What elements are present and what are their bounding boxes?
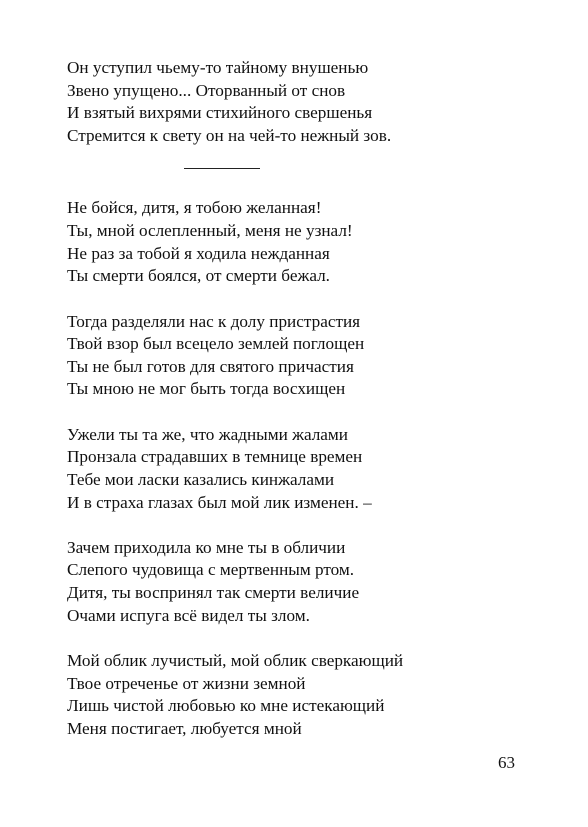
page-number: 63	[498, 753, 515, 772]
poem-line: Слепого чудовища с мертвенным ртом.	[67, 560, 355, 580]
stanza-4	[67, 424, 547, 514]
poem-line: Он уступил чьему-то тайному внушенью	[67, 58, 369, 77]
stanza-5	[67, 537, 547, 627]
stanza-3	[67, 311, 547, 401]
poem-line: Меня постигает, любуется мной	[67, 718, 302, 738]
poem-line: Не бойся, дитя, я тобою желанная!	[67, 198, 322, 218]
spacer	[67, 169, 547, 197]
poem-line: Лишь чистой любовью ко мне истекающий	[67, 696, 385, 716]
poem-line: Стремится к свету он на чей-то нежный зов.	[67, 125, 392, 145]
poem-text	[67, 57, 547, 740]
poem-line: Очами испуга всё видел ты злом.	[67, 605, 310, 625]
poem-line: Не раз за тобой я ходила нежданная	[67, 243, 330, 263]
spacer	[67, 514, 547, 537]
poem-line: Ты смерти боялся, от смерти бежал.	[67, 266, 330, 286]
stanza-1	[67, 57, 547, 147]
stanza-6	[67, 650, 547, 740]
poem-line: Дитя, ты воспринял так смерти величие	[67, 583, 360, 603]
poem-line: Ужели ты та же, что жадными жалами	[67, 424, 348, 444]
poem-line: Пронзала страдавших в темнице времен	[67, 447, 363, 467]
poem-line: Мой облик лучистый, мой облик сверкающий	[67, 651, 404, 671]
poem-line: Твой взор был всецело землей поглощен	[67, 334, 365, 354]
spacer	[67, 288, 547, 311]
poem-line: Звено упущено... Оторванный от снов	[67, 80, 346, 100]
poem-line: Ты, мной ослепленный, меня не узнал!	[67, 220, 353, 240]
poem-line: И взятый вихрями стихийного свершенья	[67, 103, 373, 123]
poem-line: Ты не был готов для святого причастия	[67, 356, 354, 376]
poem-line: Тогда разделяли нас к долу пристрастия	[67, 311, 361, 331]
poem-line: Зачем приходила ко мне ты в обличии	[67, 537, 346, 557]
stanza-2	[67, 197, 547, 287]
poem-line: Ты мною не мог быть тогда восхищен	[67, 379, 346, 399]
spacer	[67, 627, 547, 650]
poem-line: Твое отреченье от жизни земной	[67, 673, 306, 693]
poem-line: Тебе мои ласки казались кинжалами	[67, 469, 335, 489]
poem-line: И в страха глазах был мой лик изменен. –	[67, 492, 372, 512]
spacer	[67, 401, 547, 424]
